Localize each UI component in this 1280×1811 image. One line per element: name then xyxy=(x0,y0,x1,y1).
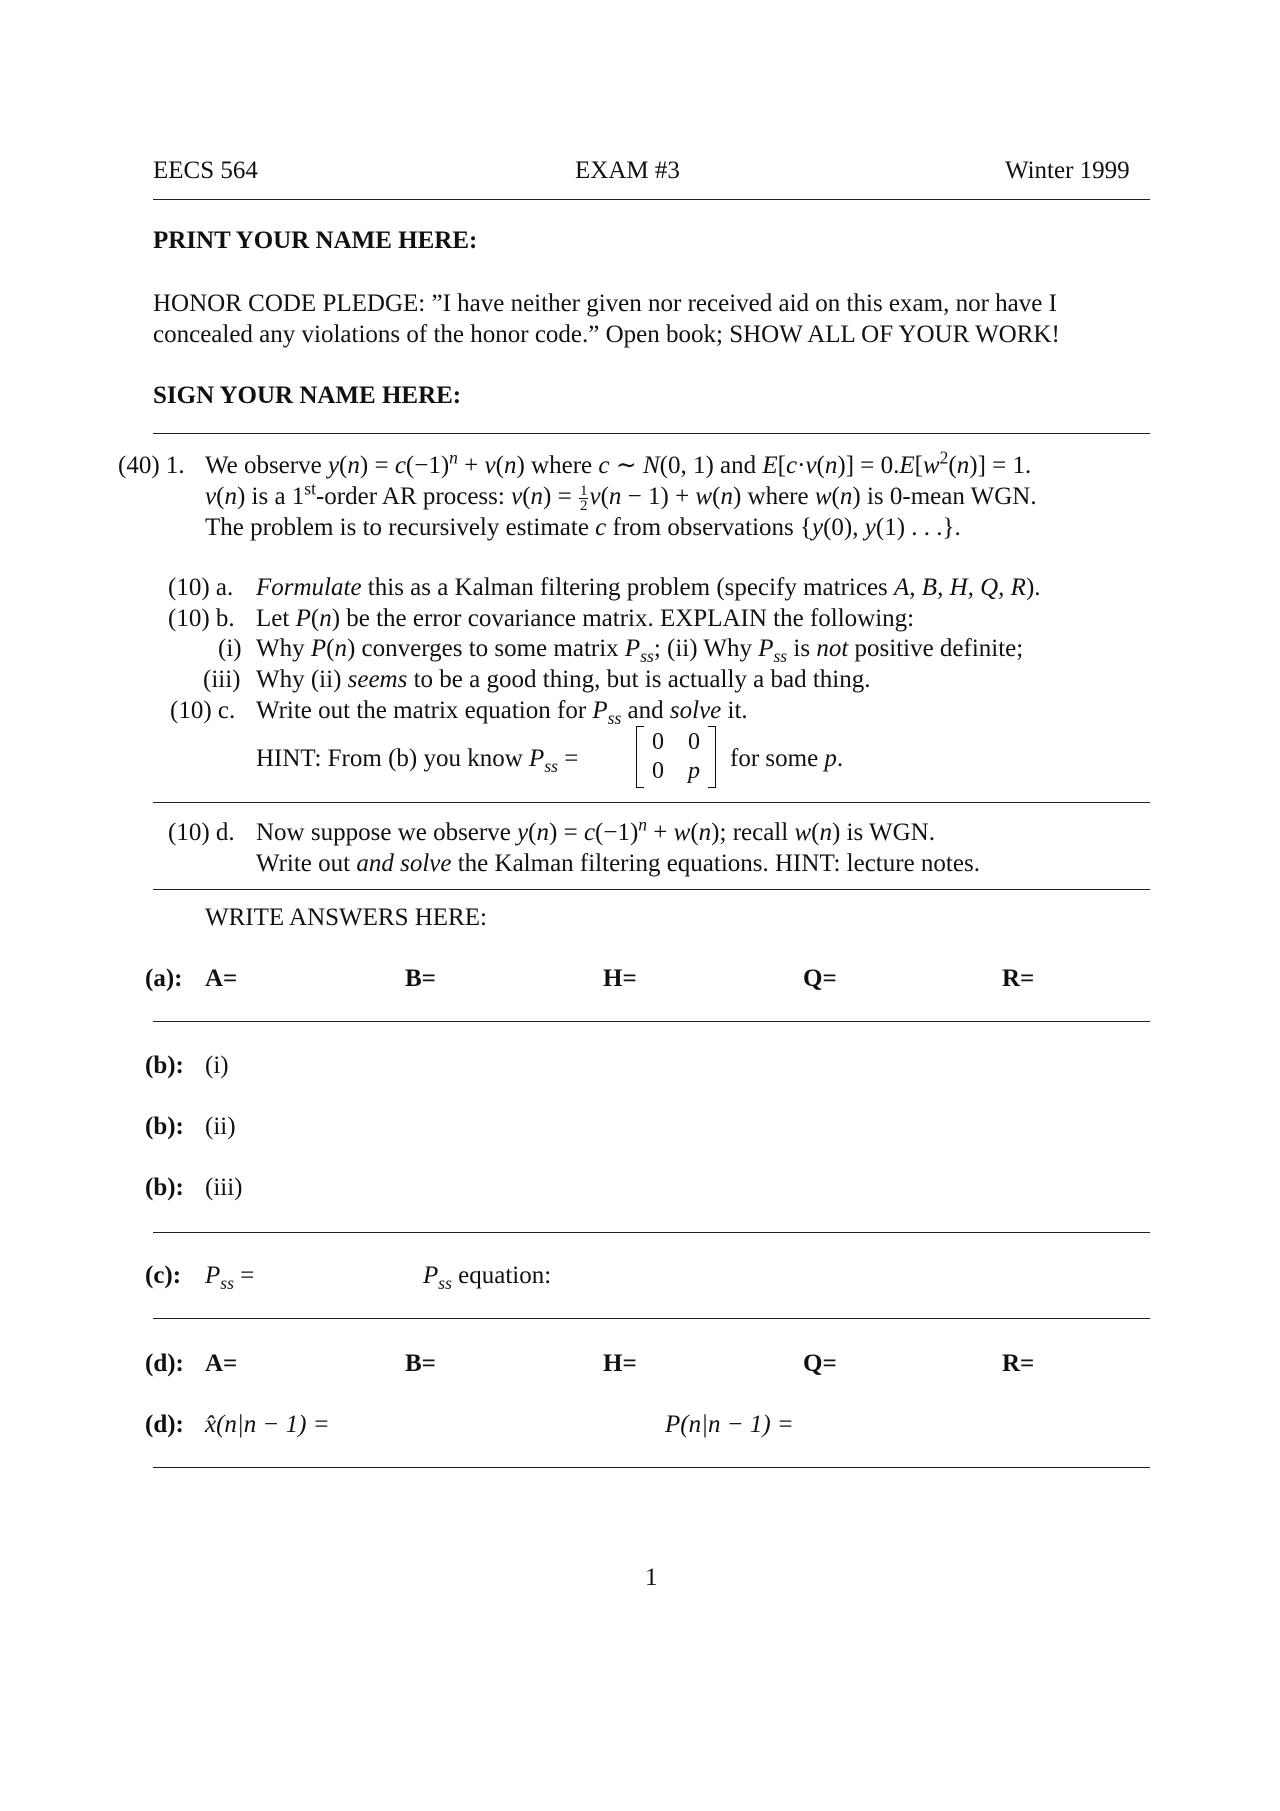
hint-tail: for some p. xyxy=(730,745,844,772)
answer-d-matrix-Q: Q= xyxy=(803,1350,837,1377)
answer-b-i: (i) xyxy=(205,1052,229,1079)
signature-rule xyxy=(153,433,1150,434)
answer-c-label: (c): xyxy=(145,1262,182,1289)
matrix-right-bracket xyxy=(708,726,716,788)
part-d-rule xyxy=(153,889,1150,890)
answer-d-matrix-A: A= xyxy=(205,1350,238,1377)
part-c-rule xyxy=(153,802,1150,803)
answer-d-rule xyxy=(153,1467,1150,1468)
answer-a-rule xyxy=(153,1021,1150,1022)
answer-a-matrix-R: R= xyxy=(1002,965,1035,992)
answer-d-P: P(n|n − 1) = xyxy=(665,1411,794,1438)
answer-c-equation: $P_{ss}$ equation: xyxy=(423,1262,552,1293)
hint-matrix xyxy=(636,726,716,786)
answer-d-xhat: x̂(n|n − 1) = xyxy=(205,1411,330,1438)
matrix-cell: 0 xyxy=(688,729,700,755)
part-c-text: Write out the matrix equation for $P_{ss}$ and solve it. xyxy=(256,697,748,728)
part-b-i-text: Why P(n) converges to some matrix $P_{ss}$; (ii) Why $P_{ss}$ is not positive definite; xyxy=(256,635,1024,666)
answer-c-rule xyxy=(153,1318,1150,1319)
answer-a-matrix-A: A= xyxy=(205,965,238,992)
problem-line-3: The problem is to recursively estimate c from observations {y(0), y(1) . . .}. xyxy=(205,514,961,541)
answer-a-matrix-Q: Q= xyxy=(803,965,837,992)
answer-b-rule xyxy=(153,1232,1150,1233)
answer-b-iii: (iii) xyxy=(205,1174,243,1201)
matrix-cell: 0 xyxy=(652,758,664,784)
answer-b-label: (b): xyxy=(145,1113,184,1140)
answer-d-label: (d): xyxy=(145,1350,184,1377)
part-d-text: Now suppose we observe $y(n) = c(-1)^n + w(n)$; recall w(n) is WGN. xyxy=(256,814,935,846)
page-number: 1 xyxy=(645,1564,658,1591)
answer-d-matrix-H: H= xyxy=(603,1350,637,1377)
sign-name-label: SIGN YOUR NAME HERE: xyxy=(153,382,462,409)
matrix-cell: p xyxy=(688,758,700,784)
honor-pledge-line-2: concealed any violations of the honor code.” Open book; SHOW ALL OF YOUR WORK! xyxy=(153,321,1060,348)
answer-c-pss: $P_{ss}$ = xyxy=(205,1262,255,1293)
part-b-i-label: (i) xyxy=(218,635,242,662)
answers-heading: WRITE ANSWERS HERE: xyxy=(205,904,487,931)
exam-title: EXAM #3 xyxy=(575,157,680,184)
problem-points: (40) 1. xyxy=(118,452,185,479)
answer-b-label: (b): xyxy=(145,1174,184,1201)
answer-d-label: (d): xyxy=(145,1411,184,1438)
part-a-text: Formulate this as a Kalman filtering problem (specify matrices A, B, H, Q, R). xyxy=(256,574,1041,601)
header-rule xyxy=(153,199,1150,200)
part-c-label: (10) c. xyxy=(170,697,236,724)
part-d-text-2: Write out and solve the Kalman filtering equations. HINT: lecture notes. xyxy=(256,850,980,877)
part-b-label: (10) b. xyxy=(168,605,235,632)
answer-a-matrix-H: H= xyxy=(603,965,637,992)
matrix-left-bracket xyxy=(636,726,644,788)
answer-a-label: (a): xyxy=(145,965,183,992)
course-code: EECS 564 xyxy=(153,157,258,184)
print-name-label: PRINT YOUR NAME HERE: xyxy=(153,227,478,254)
problem-line-2: v(n) is a 1st-order AR process: v(n) = $\frac{1}{2}$ v(n − 1) + w(n) where w(n) is 0-mean WGN. xyxy=(205,478,1037,514)
answer-d-matrix-B: B= xyxy=(405,1350,436,1377)
hint-text: HINT: From (b) you know $P_{ss}$ = xyxy=(256,745,579,776)
part-d-label: (10) d. xyxy=(168,819,235,846)
answer-a-matrix-B: B= xyxy=(405,965,436,992)
part-a-label: (10) a. xyxy=(168,574,234,601)
matrix-cell: 0 xyxy=(652,729,664,755)
answer-b-ii: (ii) xyxy=(205,1113,236,1140)
honor-pledge-line-1: HONOR CODE PLEDGE: ”I have neither given nor received aid on this exam, nor have I xyxy=(153,290,1057,317)
part-b-iii-label: (iii) xyxy=(203,666,241,693)
answer-d-matrix-R: R= xyxy=(1002,1350,1035,1377)
answer-b-label: (b): xyxy=(145,1052,184,1079)
part-b-text: Let P(n) be the error covariance matrix. EXPLAIN the following: xyxy=(256,605,915,632)
exam-term: Winter 1999 xyxy=(1005,157,1130,184)
part-b-iii-text: Why (ii) seems to be a good thing, but is actually a bad thing. xyxy=(256,666,871,693)
problem-line-1: We observe $y(n) = c(-1)^n + v(n)$ where c ∼ N(0, 1) and $E[c\cdot v(n)] = 0.E[w^2(n)] = 1$. xyxy=(205,447,1032,479)
